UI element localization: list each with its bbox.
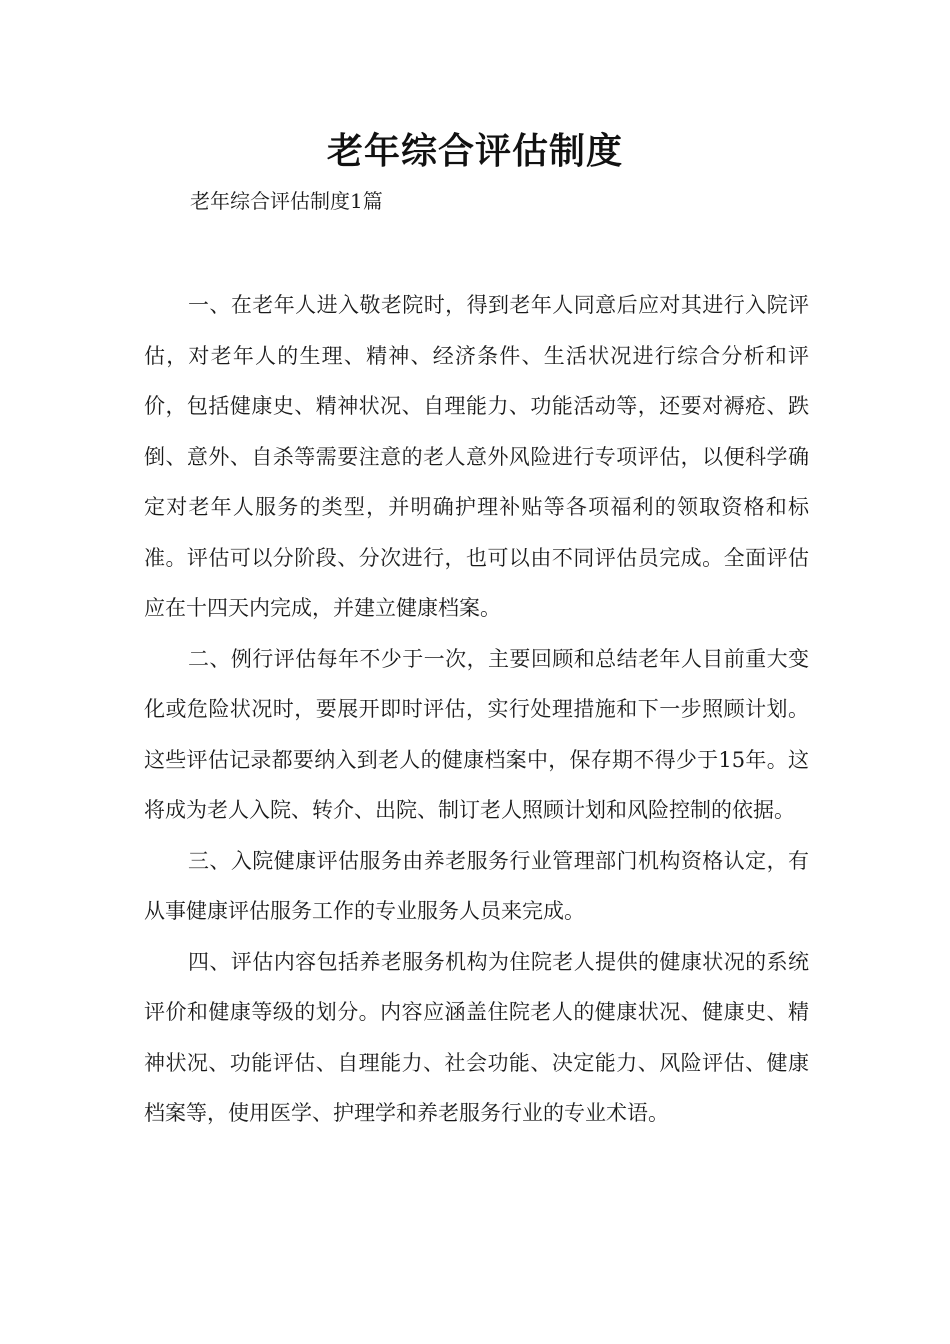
paragraph-3: 三、入院健康评估服务由养老服务行业管理部门机构资格认定，有从事健康评估服务工作的专业服务人员来完成。 [144, 848, 809, 923]
document-body [144, 280, 809, 1139]
document-title: 老年综合评估制度 [326, 131, 623, 172]
document-subtitle: 老年综合评估制度1篇 [190, 189, 383, 213]
paragraph-4: 四、评估内容包括养老服务机构为住院老人提供的健康状况的系统评价和健康等级的划分。内容应涵盖住院老人的健康状况、健康史、精神状况、功能评估、自理能力、社会功能、决定能力、风险评估、健康档案等，使用医学、护理学和养老服务行业的专业术语。 [144, 949, 809, 1125]
paragraph-2: 二、例行评估每年不少于一次，主要回顾和总结老年人目前重大变化或危险状况时，要展开即时评估，实行处理措施和下一步照顾计划。这些评估记录都要纳入到老人的健康档案中，保存期不得少于15年。这将成为老人入院、转介、出院、制订老人照顾计划和风险控制的依据。 [144, 646, 809, 822]
paragraph-1: 一、在老年人进入敬老院时，得到老年人同意后应对其进行入院评估，对老年人的生理、精神、经济条件、生活状况进行综合分析和评价，包括健康史、精神状况、自理能力、功能活动等，还要对褥疮、跌倒、意外、自杀等需要注意的老人意外风险进行专项评估，以便科学确定对老年人服务的类型，并明确护理补贴等各项福利的领取资格和标准。评估可以分阶段、分次进行，也可以由不同评估员完成。全面评估应在十四天内完成，并建立健康档案。 [144, 293, 809, 620]
